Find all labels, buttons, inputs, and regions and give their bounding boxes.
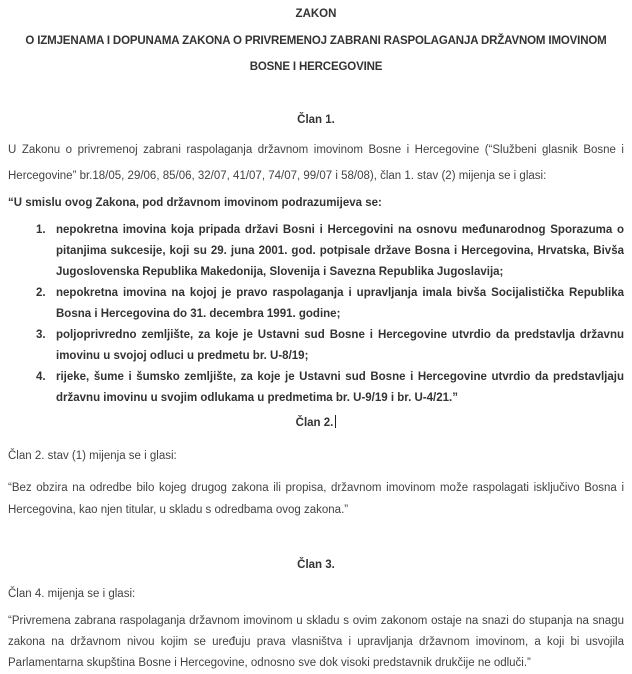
document-subtitle xyxy=(8,28,624,80)
article-2-heading xyxy=(8,415,624,431)
article-2-quote-paragraph: “Bez obzira na odredbe bilo kojeg drugog zakona ili propisa, državnom imovinom može raspolagati isključivo Bosna i Hercegovina, kao njen titular, u skladu s odredbama ovog zakona.” xyxy=(8,482,624,516)
document-subtitle-line-2: BOSNE I HERCEGOVINE xyxy=(249,61,383,73)
article-1-heading: Član 1. xyxy=(297,114,335,126)
article-3-quote-paragraph: “Privremena zabrana raspolaganja državnom imovinom u skladu s ovim zakonom ostaje na snazi do stupanja na snagu zakona na državnom nivou kojim se uređuju prava vlasništva i upravljanja državnom imovinom, a koji bi usvojila Parlamentarna skupština Bosne i Hercegovine, odnosno sve dok visoki predstavnik drukčije ne odluči.” xyxy=(8,615,624,669)
article-1-intro-paragraph: U Zakonu o privremenoj zabrani raspolaganja državnom imovinom Bosne i Hercegovine (“Službeni glasnik Bosne i Hercegovine” br.18/05, 29/06, 85/06, 32/07, 41/07, 74/07, 99/07 i 58/08), član 1. stav (2) mijenja se i glasi: xyxy=(8,144,624,182)
list-item: nepokretna imovina na kojoj je pravo raspolaganja i upravljanja imala bivša Socijalistička Republika Bosna i Hercegovina do 31. decembra 1991. godine; xyxy=(56,287,624,320)
article-2-heading-text: Član 2. xyxy=(295,417,334,429)
text-cursor xyxy=(335,415,336,428)
article-3-heading: Član 3. xyxy=(297,559,335,571)
article-2-intro-paragraph: Član 2. stav (1) mijenja se i glasi: xyxy=(8,450,177,462)
list-item: rijeke, šume i šumsko zemljište, za koje je Ustavni sud Bosne i Hercegovine utvrdio da predstavljaju državnu imovinu u svojim odlukama u predmetima br. U-9/19 i br. U-4/21.” xyxy=(56,371,624,404)
article-3-intro-paragraph: Član 4. mijenja se i glasi: xyxy=(8,588,136,600)
list-item: nepokretna imovina koja pripada državi Bosni i Hercegovini na osnovu međunarodnog Sporazuma o pitanjima sukcesije, koji su 29. juna 2001. god. potpisale države Bosna i Hercegovina, Hrvatska, Bivša Jugoslovenska Republika Makedonija, Slovenija i Savezna Republika Jugoslavija; xyxy=(56,224,624,278)
definition-list xyxy=(34,220,624,409)
document-subtitle-line-1: O IZMJENAMA I DOPUNAMA ZAKONA O PRIVREMENOJ ZABRANI RASPOLAGANJA DRŽAVNOM IMOVINOM xyxy=(25,35,607,47)
article-1-definition-lead: “U smislu ovog Zakona, pod državnom imovinom podrazumijeva se: xyxy=(8,197,382,209)
document-title: ZAKON xyxy=(295,8,337,20)
list-item: poljoprivredno zemljište, za koje je Ustavni sud Bosne i Hercegovine utvrdio da predstavlja državnu imovinu u svojoj odluci u predmetu br. U-8/19; xyxy=(56,329,624,362)
